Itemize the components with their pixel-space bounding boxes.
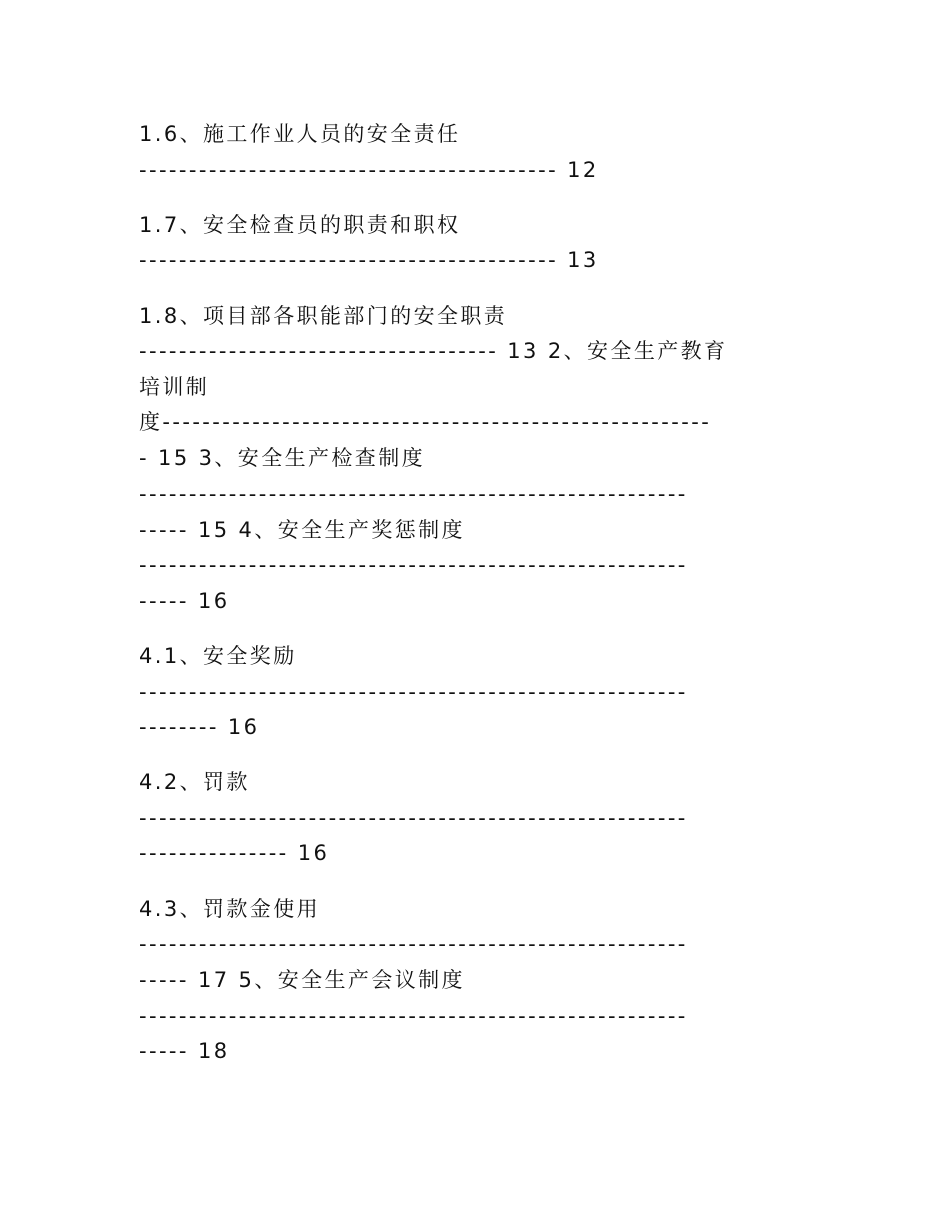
toc-entry-4-page: ----- 16	[139, 589, 230, 613]
toc-entry-1-8-leader: ------------------------------------ 13 2、安全生产教育	[139, 339, 728, 363]
toc-entry-2-leader: 度-------------------------------------------------------	[139, 410, 712, 434]
toc-entry-4-2-leader: -------------------------------------------------------	[139, 806, 688, 830]
toc-entry-4-1-title: 4.1、安全奖励	[139, 644, 297, 668]
toc-entry-4-1-leader: -------------------------------------------------------	[139, 680, 688, 704]
toc-entry-5-page: ----- 18	[139, 1039, 230, 1063]
toc-entry-1-7-title: 1.7、安全检查员的职责和职权	[139, 213, 461, 237]
toc-entry-5-leader: -------------------------------------------------------	[139, 1004, 688, 1028]
toc-entry-3-leader: -------------------------------------------------------	[139, 482, 688, 506]
toc-entry-4-3-leader: -------------------------------------------------------	[139, 932, 688, 956]
toc-entry-4-1-page: -------- 16	[139, 715, 260, 739]
toc-entry-4-2-page: --------------- 16	[139, 841, 330, 865]
toc-entry-5-title: ----- 17 5、安全生产会议制度	[139, 968, 465, 992]
toc-entry-4-2-title: 4.2、罚款	[139, 770, 250, 794]
toc-entry-1-6-leader: ------------------------------------------ 12	[139, 158, 599, 182]
toc-entry-3-title: - 15 3、安全生产检查制度	[139, 446, 426, 470]
toc-entry-2-title: 培训制	[139, 375, 210, 399]
toc-entry-4-leader: -------------------------------------------------------	[139, 553, 688, 577]
toc-entry-1-7-leader: ------------------------------------------ 13	[139, 248, 599, 272]
toc-entry-1-8-title: 1.8、项目部各职能部门的安全职责	[139, 304, 508, 328]
toc-entry-1-6-title: 1.6、施工作业人员的安全责任	[139, 122, 461, 146]
toc-entry-4-3-title: 4.3、罚款金使用	[139, 897, 320, 921]
toc-entry-4-title: ----- 15 4、安全生产奖惩制度	[139, 518, 465, 542]
